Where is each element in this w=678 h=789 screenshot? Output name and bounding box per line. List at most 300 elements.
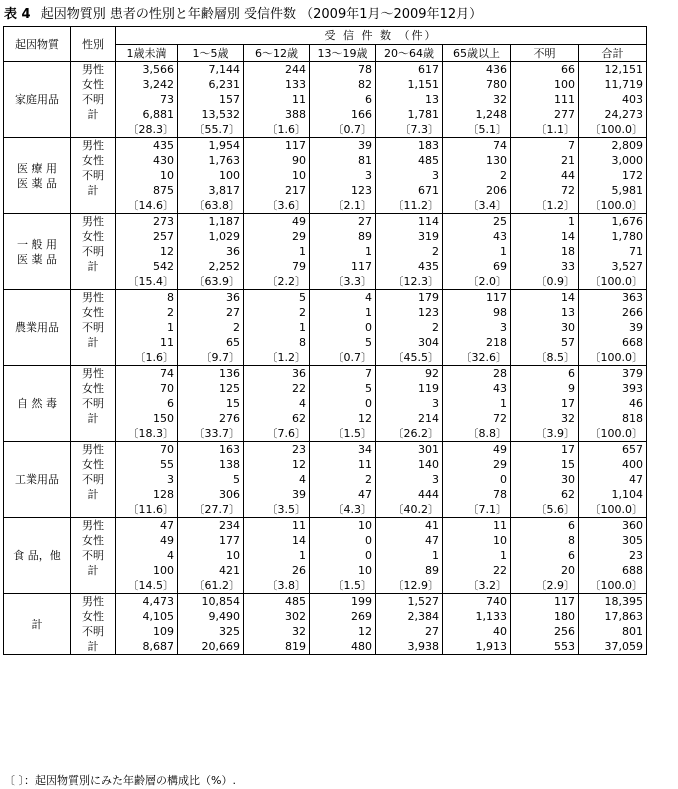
count-cell: 5,981 <box>579 183 647 198</box>
table-row <box>4 92 647 107</box>
count-cell: 〔100.0〕 <box>579 502 647 518</box>
count-cell: 〔14.5〕 <box>116 578 178 594</box>
sex-label: 不明 <box>71 244 116 259</box>
count-cell: 34 <box>310 442 376 458</box>
count-cell: 435 <box>376 259 443 274</box>
count-cell: 15 <box>178 396 244 411</box>
count-cell: 30 <box>511 472 579 487</box>
count-cell: 10 <box>443 533 511 548</box>
count-cell: 12,151 <box>579 62 647 78</box>
count-cell: 100 <box>116 563 178 578</box>
count-cell: 9,490 <box>178 609 244 624</box>
count-cell: 〔0.9〕 <box>511 274 579 290</box>
count-cell: 〔1.2〕 <box>244 350 310 366</box>
table-row <box>4 77 647 92</box>
count-cell: 11,719 <box>579 77 647 92</box>
table-row <box>4 198 647 214</box>
count-cell: 3 <box>376 168 443 183</box>
count-cell: 〔28.3〕 <box>116 122 178 138</box>
count-cell: 〔14.6〕 <box>116 198 178 214</box>
count-cell: 8,687 <box>116 639 178 655</box>
count-cell: 6,881 <box>116 107 178 122</box>
count-cell: 801 <box>579 624 647 639</box>
table-row <box>4 594 647 610</box>
count-cell: 485 <box>244 594 310 610</box>
count-cell: 98 <box>443 305 511 320</box>
count-cell: 〔100.0〕 <box>579 350 647 366</box>
count-cell: 819 <box>244 639 310 655</box>
count-cell: 780 <box>443 77 511 92</box>
count-cell: 29 <box>443 457 511 472</box>
count-cell: 1 <box>244 320 310 335</box>
count-cell: 2 <box>116 305 178 320</box>
count-cell: 875 <box>116 183 178 198</box>
count-cell: 9 <box>511 381 579 396</box>
sex-label <box>71 350 116 366</box>
count-cell: 〔1.6〕 <box>244 122 310 138</box>
sex-label <box>71 426 116 442</box>
sex-label: 男性 <box>71 138 116 154</box>
count-cell: 234 <box>178 518 244 534</box>
count-cell: 2 <box>178 320 244 335</box>
count-cell: 257 <box>116 229 178 244</box>
count-cell: 〔15.4〕 <box>116 274 178 290</box>
substance-label: 農業用品 <box>4 290 71 366</box>
count-cell: 14 <box>511 229 579 244</box>
table-row <box>4 548 647 563</box>
count-cell: 〔3.5〕 <box>244 502 310 518</box>
table-row <box>4 138 647 154</box>
count-cell: 73 <box>116 92 178 107</box>
count-cell: 1,029 <box>178 229 244 244</box>
count-cell: 89 <box>376 563 443 578</box>
count-cell: 78 <box>310 62 376 78</box>
count-cell: 17 <box>511 396 579 411</box>
count-cell: 117 <box>310 259 376 274</box>
table-row <box>4 411 647 426</box>
table-row <box>4 259 647 274</box>
count-cell: 4 <box>244 396 310 411</box>
count-cell: 〔4.3〕 <box>310 502 376 518</box>
count-cell: 1,527 <box>376 594 443 610</box>
count-cell: 150 <box>116 411 178 426</box>
count-cell: 39 <box>244 487 310 502</box>
count-cell: 3 <box>443 320 511 335</box>
count-cell: 117 <box>511 594 579 610</box>
count-cell: 〔7.6〕 <box>244 426 310 442</box>
count-cell: 1,763 <box>178 153 244 168</box>
count-cell: 〔11.6〕 <box>116 502 178 518</box>
count-cell: 256 <box>511 624 579 639</box>
count-cell: 1 <box>376 548 443 563</box>
count-cell: 301 <box>376 442 443 458</box>
count-cell: 20,669 <box>178 639 244 655</box>
count-cell: 6 <box>511 366 579 382</box>
count-cell: 〔33.7〕 <box>178 426 244 442</box>
table-row <box>4 396 647 411</box>
count-cell: 66 <box>511 62 579 78</box>
sex-label: 不明 <box>71 396 116 411</box>
count-cell: 11 <box>310 457 376 472</box>
count-cell: 37,059 <box>579 639 647 655</box>
count-cell: 305 <box>579 533 647 548</box>
sex-label: 男性 <box>71 518 116 534</box>
count-cell: 130 <box>443 153 511 168</box>
count-cell: 〔32.6〕 <box>443 350 511 366</box>
count-cell: 10 <box>310 563 376 578</box>
count-cell: 133 <box>244 77 310 92</box>
count-cell: 136 <box>178 366 244 382</box>
count-cell: 〔40.2〕 <box>376 502 443 518</box>
count-cell: 57 <box>511 335 579 350</box>
count-cell: 20 <box>511 563 579 578</box>
count-cell: 27 <box>310 214 376 230</box>
count-cell: 3 <box>310 168 376 183</box>
count-cell: 480 <box>310 639 376 655</box>
count-cell: 71 <box>579 244 647 259</box>
count-cell: 818 <box>579 411 647 426</box>
column-header: 不明 <box>511 45 579 62</box>
count-cell: 〔3.3〕 <box>310 274 376 290</box>
table-row <box>4 305 647 320</box>
count-cell: 〔3.6〕 <box>244 198 310 214</box>
count-cell: 0 <box>310 548 376 563</box>
column-header: 6～12歳 <box>244 45 310 62</box>
count-cell: 273 <box>116 214 178 230</box>
count-cell: 82 <box>310 77 376 92</box>
count-cell: 6 <box>511 518 579 534</box>
count-cell: 400 <box>579 457 647 472</box>
count-cell: 668 <box>579 335 647 350</box>
count-cell: 26 <box>244 563 310 578</box>
count-cell: 3,527 <box>579 259 647 274</box>
count-cell: 27 <box>178 305 244 320</box>
count-cell: 11 <box>244 92 310 107</box>
sex-label: 不明 <box>71 92 116 107</box>
count-cell: 266 <box>579 305 647 320</box>
sex-label: 男性 <box>71 442 116 458</box>
sex-label: 計 <box>71 183 116 198</box>
count-cell: 〔100.0〕 <box>579 274 647 290</box>
count-cell: 47 <box>310 487 376 502</box>
sex-label: 女性 <box>71 305 116 320</box>
table-row <box>4 290 647 306</box>
count-cell: 12 <box>116 244 178 259</box>
count-cell: 3,242 <box>116 77 178 92</box>
count-cell: 47 <box>376 533 443 548</box>
count-cell: 65 <box>178 335 244 350</box>
table-row <box>4 350 647 366</box>
count-cell: 0 <box>310 396 376 411</box>
count-cell: 100 <box>178 168 244 183</box>
count-cell: 47 <box>579 472 647 487</box>
count-cell: 421 <box>178 563 244 578</box>
count-cell: 12 <box>244 457 310 472</box>
count-cell: 〔8.8〕 <box>443 426 511 442</box>
table-row <box>4 335 647 350</box>
column-header: 65歳以上 <box>443 45 511 62</box>
count-cell: 〔5.1〕 <box>443 122 511 138</box>
count-cell: 〔7.1〕 <box>443 502 511 518</box>
count-cell: 81 <box>310 153 376 168</box>
count-cell: 〔1.1〕 <box>511 122 579 138</box>
count-cell: 2 <box>443 168 511 183</box>
count-cell: 276 <box>178 411 244 426</box>
count-cell: 7 <box>511 138 579 154</box>
count-cell: 62 <box>244 411 310 426</box>
substance-label: 家庭用品 <box>4 62 71 138</box>
count-cell: 217 <box>244 183 310 198</box>
count-cell: 〔27.7〕 <box>178 502 244 518</box>
count-cell: 〔3.4〕 <box>443 198 511 214</box>
count-cell: 1,780 <box>579 229 647 244</box>
count-cell: 403 <box>579 92 647 107</box>
count-cell: 10,854 <box>178 594 244 610</box>
table-number: 表 4 <box>4 7 31 22</box>
count-cell: 〔12.3〕 <box>376 274 443 290</box>
count-cell: 6 <box>511 548 579 563</box>
table-row <box>4 457 647 472</box>
sex-label: 男性 <box>71 366 116 382</box>
count-cell: 138 <box>178 457 244 472</box>
count-cell: 32 <box>511 411 579 426</box>
sex-label: 女性 <box>71 533 116 548</box>
count-cell: 69 <box>443 259 511 274</box>
count-cell: 444 <box>376 487 443 502</box>
column-header: 13～19歳 <box>310 45 376 62</box>
count-cell: 688 <box>579 563 647 578</box>
count-cell: 128 <box>116 487 178 502</box>
count-cell: 25 <box>443 214 511 230</box>
count-cell: 4 <box>244 472 310 487</box>
count-cell: 1,133 <box>443 609 511 624</box>
count-cell: 39 <box>310 138 376 154</box>
count-cell: 90 <box>244 153 310 168</box>
count-cell: 〔5.6〕 <box>511 502 579 518</box>
sex-label: 男性 <box>71 62 116 78</box>
count-cell: 43 <box>443 229 511 244</box>
count-cell: 740 <box>443 594 511 610</box>
table-title <box>4 3 482 22</box>
count-cell: 1,676 <box>579 214 647 230</box>
sex-label <box>71 274 116 290</box>
count-cell: 〔2.2〕 <box>244 274 310 290</box>
count-cell: 5 <box>244 290 310 306</box>
table-row <box>4 442 647 458</box>
sex-label: 男性 <box>71 214 116 230</box>
count-cell: 125 <box>178 381 244 396</box>
count-cell: 485 <box>376 153 443 168</box>
count-cell: 21 <box>511 153 579 168</box>
count-cell: 111 <box>511 92 579 107</box>
sex-label: 女性 <box>71 381 116 396</box>
table-row <box>4 533 647 548</box>
table-row <box>4 153 647 168</box>
count-cell: 6 <box>310 92 376 107</box>
count-cell: 199 <box>310 594 376 610</box>
sex-label: 不明 <box>71 168 116 183</box>
count-cell: 〔0.7〕 <box>310 122 376 138</box>
count-cell: 〔55.7〕 <box>178 122 244 138</box>
count-cell: 1 <box>310 244 376 259</box>
substance-label: 医 療 用 医 薬 品 <box>4 138 71 214</box>
substance-label: 食 品，他 <box>4 518 71 594</box>
count-cell: 11 <box>443 518 511 534</box>
count-cell: 1 <box>443 548 511 563</box>
count-cell: 18,395 <box>579 594 647 610</box>
table-period: （2009年1月～2009年12月） <box>300 7 483 22</box>
count-cell: 1 <box>511 214 579 230</box>
count-cell: 304 <box>376 335 443 350</box>
count-cell: 109 <box>116 624 178 639</box>
count-cell: 10 <box>178 548 244 563</box>
column-header: 1～5歳 <box>178 45 244 62</box>
column-header: 1歳未満 <box>116 45 178 62</box>
count-cell: 13 <box>511 305 579 320</box>
count-cell: 70 <box>116 442 178 458</box>
count-cell: 〔1.2〕 <box>511 198 579 214</box>
count-cell: 30 <box>511 320 579 335</box>
count-cell: 〔7.3〕 <box>376 122 443 138</box>
count-cell: 11 <box>244 518 310 534</box>
count-cell: 1,187 <box>178 214 244 230</box>
count-cell: 55 <box>116 457 178 472</box>
count-cell: 49 <box>443 442 511 458</box>
count-cell: 2,809 <box>579 138 647 154</box>
count-cell: 8 <box>511 533 579 548</box>
substance-label: 一 般 用 医 薬 品 <box>4 214 71 290</box>
count-cell: 1,104 <box>579 487 647 502</box>
count-cell: 39 <box>579 320 647 335</box>
sex-label <box>71 122 116 138</box>
count-cell: 5 <box>310 381 376 396</box>
count-cell: 1 <box>116 320 178 335</box>
count-cell: 28 <box>443 366 511 382</box>
count-cell: 〔45.5〕 <box>376 350 443 366</box>
count-cell: 12 <box>310 624 376 639</box>
count-cell: 〔3.8〕 <box>244 578 310 594</box>
count-cell: 15 <box>511 457 579 472</box>
sex-label: 男性 <box>71 290 116 306</box>
count-cell: 72 <box>511 183 579 198</box>
count-cell: 3,817 <box>178 183 244 198</box>
count-cell: 78 <box>443 487 511 502</box>
count-cell: 3 <box>116 472 178 487</box>
column-header: 20～64歳 <box>376 45 443 62</box>
count-cell: 3,938 <box>376 639 443 655</box>
table-row <box>4 62 647 78</box>
sex-label: 不明 <box>71 472 116 487</box>
count-cell: 3 <box>376 396 443 411</box>
count-cell: 13,532 <box>178 107 244 122</box>
count-cell: 1,954 <box>178 138 244 154</box>
count-cell: 〔1.6〕 <box>116 350 178 366</box>
table-row <box>4 168 647 183</box>
table-row <box>4 563 647 578</box>
count-cell: 〔1.5〕 <box>310 578 376 594</box>
count-cell: 302 <box>244 609 310 624</box>
count-cell: 89 <box>310 229 376 244</box>
count-cell: 218 <box>443 335 511 350</box>
header-sex: 性別 <box>71 27 116 62</box>
count-cell: 43 <box>443 381 511 396</box>
count-cell: 〔11.2〕 <box>376 198 443 214</box>
count-cell: 0 <box>443 472 511 487</box>
count-cell: 〔26.2〕 <box>376 426 443 442</box>
count-cell: 306 <box>178 487 244 502</box>
count-cell: 671 <box>376 183 443 198</box>
count-cell: 〔1.5〕 <box>310 426 376 442</box>
count-cell: 27 <box>376 624 443 639</box>
sex-label: 計 <box>71 639 116 655</box>
sex-label: 女性 <box>71 609 116 624</box>
count-cell: 3 <box>376 472 443 487</box>
table-row <box>4 274 647 290</box>
count-cell: 542 <box>116 259 178 274</box>
count-cell: 1,151 <box>376 77 443 92</box>
count-cell: 〔2.1〕 <box>310 198 376 214</box>
table-row <box>4 244 647 259</box>
count-cell: 119 <box>376 381 443 396</box>
count-cell: 〔100.0〕 <box>579 426 647 442</box>
table-row <box>4 518 647 534</box>
count-cell: 12 <box>310 411 376 426</box>
count-cell: 8 <box>244 335 310 350</box>
table-row <box>4 487 647 502</box>
count-cell: 74 <box>116 366 178 382</box>
table-row <box>4 122 647 138</box>
table-caption: 起因物質別 患者の性別と年齢層別 受信件数 <box>40 7 296 22</box>
substance-label: 計 <box>4 594 71 655</box>
table-row <box>4 107 647 122</box>
count-cell: 〔63.9〕 <box>178 274 244 290</box>
count-cell: 23 <box>579 548 647 563</box>
table-row <box>4 366 647 382</box>
count-cell: 23 <box>244 442 310 458</box>
count-cell: 79 <box>244 259 310 274</box>
count-cell: 〔18.3〕 <box>116 426 178 442</box>
count-cell: 10 <box>310 518 376 534</box>
count-cell: 2 <box>376 244 443 259</box>
count-cell: 33 <box>511 259 579 274</box>
count-cell: 4,473 <box>116 594 178 610</box>
column-header: 合計 <box>579 45 647 62</box>
count-cell: 46 <box>579 396 647 411</box>
count-cell: 72 <box>443 411 511 426</box>
count-cell: 214 <box>376 411 443 426</box>
table-row <box>4 183 647 198</box>
table-row <box>4 578 647 594</box>
count-cell: 172 <box>579 168 647 183</box>
count-cell: 92 <box>376 366 443 382</box>
count-cell: 24,273 <box>579 107 647 122</box>
count-cell: 2 <box>376 320 443 335</box>
count-cell: 22 <box>443 563 511 578</box>
count-cell: 7,144 <box>178 62 244 78</box>
sex-label <box>71 198 116 214</box>
count-cell: 6 <box>116 396 178 411</box>
count-cell: 〔63.8〕 <box>178 198 244 214</box>
count-cell: 3,566 <box>116 62 178 78</box>
sex-label: 計 <box>71 107 116 122</box>
count-cell: 〔3.2〕 <box>443 578 511 594</box>
count-cell: 0 <box>310 533 376 548</box>
count-cell: 〔3.9〕 <box>511 426 579 442</box>
count-cell: 〔2.9〕 <box>511 578 579 594</box>
count-cell: 177 <box>178 533 244 548</box>
count-cell: 180 <box>511 609 579 624</box>
count-cell: 117 <box>443 290 511 306</box>
